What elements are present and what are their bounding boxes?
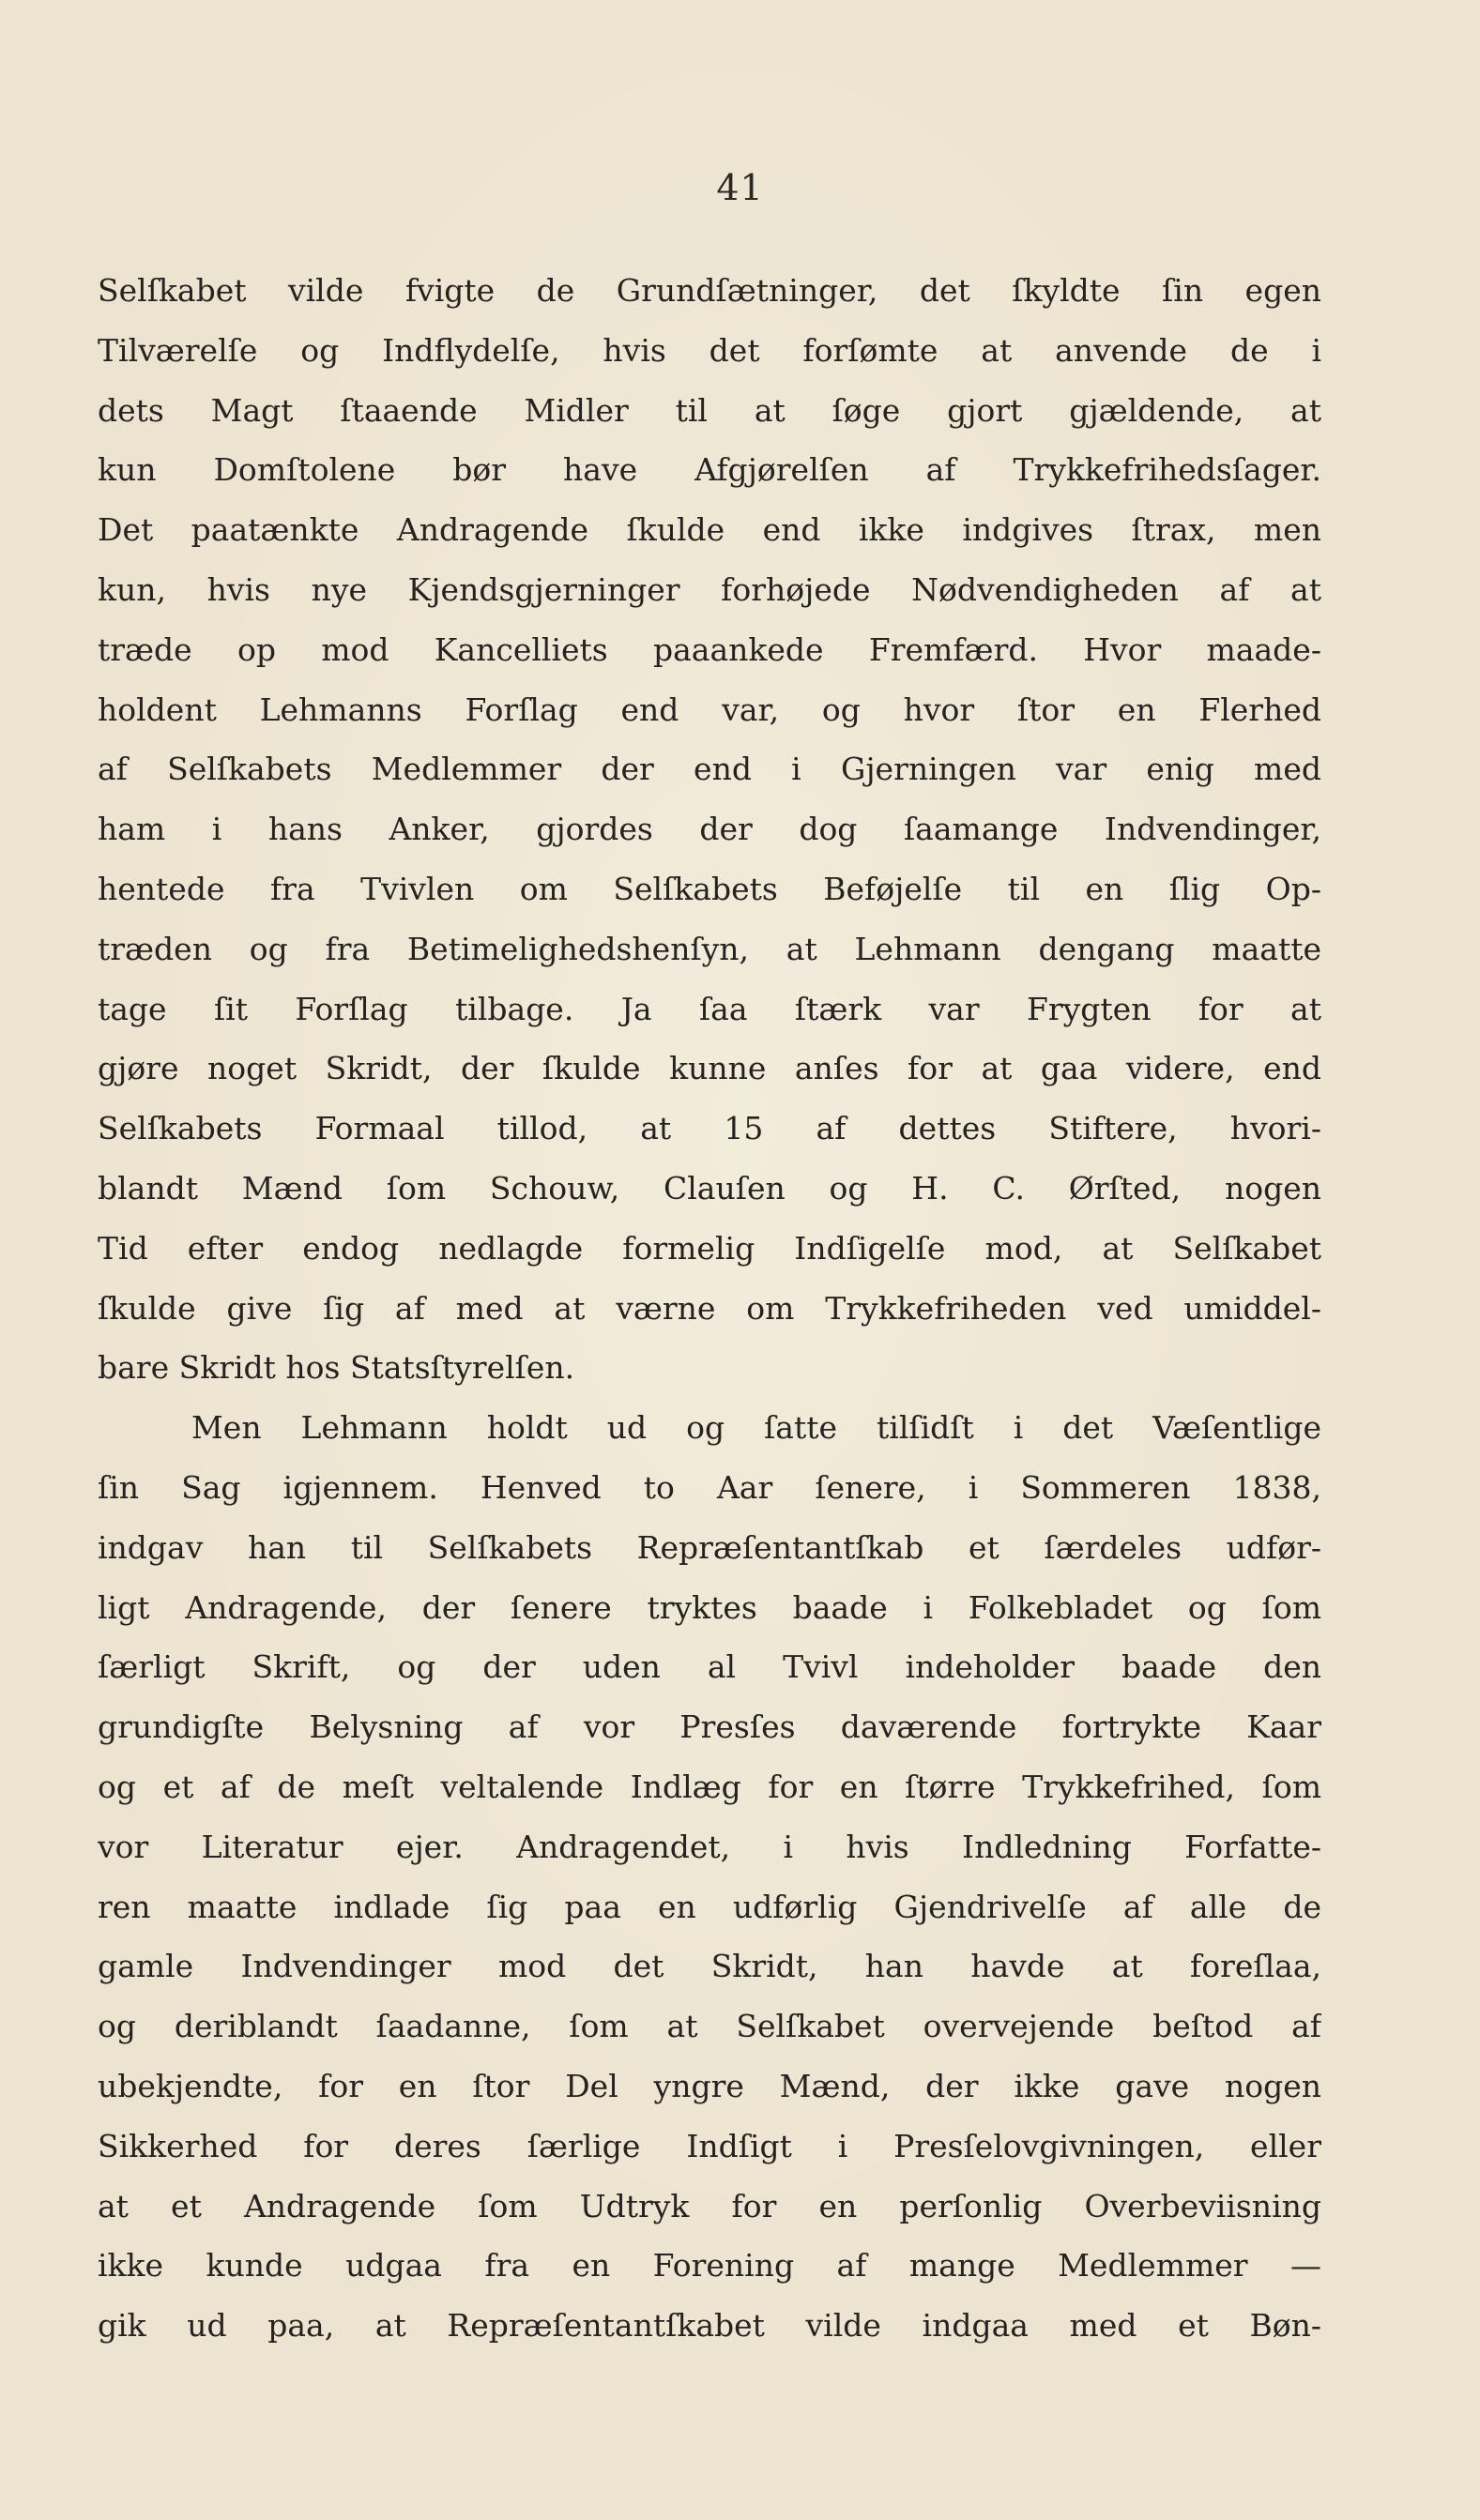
text-line-9: af Selſkabets Medlemmer der end i Gjerningen var enig med	[98, 751, 1321, 788]
text-line-22: indgav han til Selſkabets Repræſentantſkab et ſærdeles udfør-	[98, 1528, 1321, 1566]
text-line-29: gamle Indvendinger mod det Skridt, han havde at foreſlaa,	[98, 1948, 1321, 1985]
text-line-19: bare Skridt hos Statsſtyrelſen.	[98, 1349, 575, 1387]
text-line-6: kun, hvis nye Kjendsgjerninger forhøjede Nødvendigheden af at	[98, 570, 1321, 608]
text-line-31: ubekjendte, for en ſtor Del yngre Mænd, der ikke gave nogen	[98, 2067, 1321, 2104]
text-line-27: vor Literatur ejer. Andragendet, i hvis Indledning Forfatte-	[98, 1828, 1321, 1865]
text-line-8: holdent Lehmanns Forſlag end var, og hvor ſtor en Flerhed	[98, 691, 1321, 728]
text-line-13: tage ſit Forſlag tilbage. Ja ſaa ſtærk var Frygten for at	[98, 990, 1321, 1027]
text-line-18: ſkulde give ſig af med at værne om Trykkefriheden ved umiddel-	[98, 1289, 1321, 1327]
text-line-35: gik ud paa, at Repræſentantſkabet vilde indgaa med et Bøn-	[98, 2307, 1321, 2345]
text-line-1: Selſkabet vilde fvigte de Grundſætninger, det ſkyldte ſin egen	[98, 272, 1321, 309]
text-line-16: blandt Mænd ſom Schouw, Clauſen og H. C. Ørſted, nogen	[98, 1169, 1321, 1207]
text-line-28: ren maatte indlade ſig paa en udførlig Gjendrivelſe af alle de	[98, 1888, 1321, 1925]
text-line-34: ikke kunde udgaa fra en Forening af mange Medlemmer —	[98, 2247, 1321, 2285]
text-line-17: Tid efter endog nedlagde formelig Indſigelſe mod, at Selſkabet	[98, 1229, 1321, 1267]
text-line-32: Sikkerhed for deres ſærlige Indſigt i Presſelovgivningen, eller	[98, 2127, 1321, 2164]
text-line-10: ham i hans Anker, gjordes der dog ſaamange Indvendinger,	[98, 811, 1321, 848]
text-line-12: træden og fra Betimelighedshenſyn, at Lehmann dengang maatte	[98, 930, 1321, 967]
text-line-20: Men Lehmann holdt ud og ſatte tilſidſt i det Væſentlige	[191, 1409, 1321, 1447]
text-line-23: ligt Andragende, der ſenere tryktes baade i Folkebladet og ſom	[98, 1588, 1321, 1626]
text-line-30: og deriblandt ſaadanne, ſom at Selſkabet overvejende beſtod af	[98, 2008, 1321, 2045]
text-line-11: hentede fra Tvivlen om Selſkabets Beføjelſe til en ſlig Op-	[98, 870, 1321, 907]
text-line-14: gjøre noget Skridt, der ſkulde kunne anſes for at gaa videre, end	[98, 1050, 1321, 1087]
text-line-25: grundigſte Belysning af vor Presſes daværende fortrykte Kaar	[98, 1708, 1321, 1746]
text-line-3: dets Magt ſtaaende Midler til at ſøge gjort gjældende, at	[98, 391, 1321, 429]
page-number: 41	[716, 167, 764, 208]
text-line-21: ſin Sag igjennem. Henved to Aar ſenere, i Sommeren 1838,	[98, 1468, 1321, 1506]
text-line-7: træde op mod Kancelliets paaankede Fremfærd. Hvor maade-	[98, 630, 1321, 668]
text-line-2: Tilværelſe og Indflydelſe, hvis det forſømte at anvende de i	[98, 331, 1321, 369]
text-line-33: at et Andragende ſom Udtryk for en perſonlig Overbeviisning	[98, 2187, 1321, 2224]
text-line-26: og et af de meſt veltalende Indlæg for en ſtørre Trykkefrihed, ſom	[98, 1768, 1321, 1805]
text-line-24: ſærligt Skrift, og der uden al Tvivl indeholder baade den	[98, 1648, 1321, 1686]
text-line-5: Det paatænkte Andragende ſkulde end ikke indgives ſtrax, men	[98, 511, 1321, 549]
text-line-15: Selſkabets Formaal tillod, at 15 af dettes Stiftere, hvori-	[98, 1110, 1321, 1147]
text-line-4: kun Domſtolene bør have Afgjørelſen af Trykkefrihedsſager.	[98, 451, 1321, 489]
body-text	[98, 261, 1321, 2356]
